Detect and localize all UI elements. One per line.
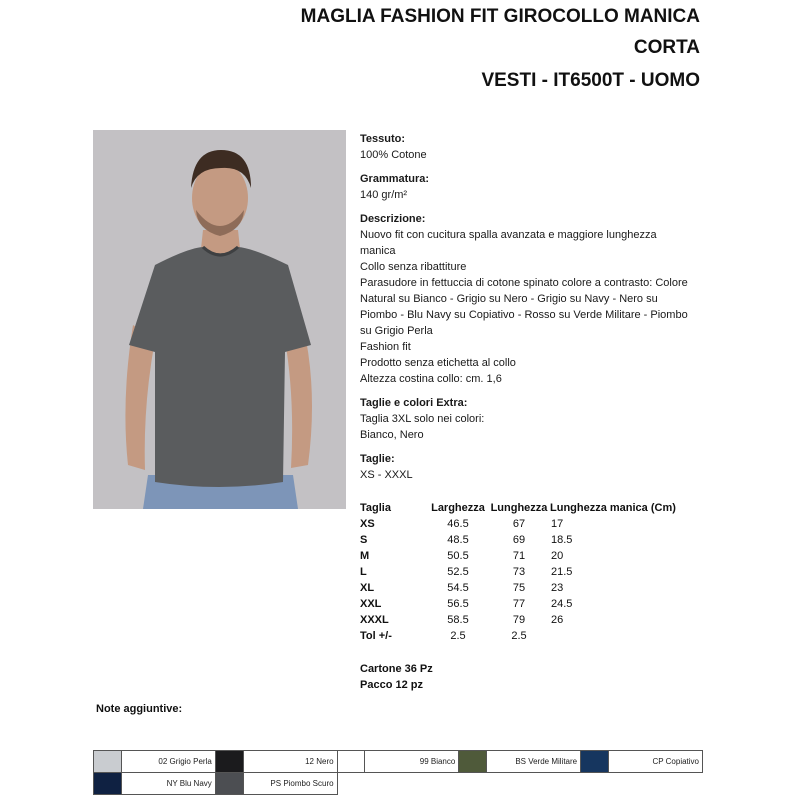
size-table bbox=[360, 500, 676, 644]
notes-label: Note aggiuntive: bbox=[96, 703, 183, 715]
model-tshirt-illustration bbox=[93, 130, 346, 509]
size-table-header bbox=[360, 500, 676, 516]
length-cell: 69 bbox=[512, 534, 526, 546]
description-line: Nuovo fit con cucitura spalla avanzata e maggiore lunghezza manica bbox=[360, 229, 657, 257]
color-swatch bbox=[94, 773, 122, 795]
width-cell: 56.5 bbox=[447, 598, 469, 610]
size-cell: XXXL bbox=[360, 614, 389, 626]
size-row bbox=[360, 532, 676, 548]
sleeve-cell: 23 bbox=[551, 582, 564, 594]
color-label: NY Blu Navy bbox=[121, 773, 215, 795]
spec-taglie-extra bbox=[360, 395, 690, 443]
size-cell: S bbox=[360, 534, 368, 546]
specifications bbox=[360, 131, 690, 491]
header-taglia: Taglia bbox=[360, 502, 391, 514]
color-label: BS Verde Militare bbox=[487, 751, 581, 773]
size-row bbox=[360, 516, 676, 532]
color-label: 99 Bianco bbox=[365, 751, 459, 773]
spec-grammatura-label: Grammatura: bbox=[360, 173, 430, 185]
pack-quantity: Pacco 12 pz bbox=[360, 679, 423, 691]
color-label: 02 Grigio Perla bbox=[121, 751, 215, 773]
size-cell: Tol +/- bbox=[360, 630, 392, 642]
width-cell: 54.5 bbox=[447, 582, 469, 594]
spec-tessuto-value: 100% Cotone bbox=[360, 149, 427, 161]
description-line: Fashion fit bbox=[360, 341, 411, 353]
length-cell: 77 bbox=[512, 598, 526, 610]
width-cell: 46.5 bbox=[447, 518, 469, 530]
taglie-extra-line: Taglia 3XL solo nei colori: bbox=[360, 413, 485, 425]
size-row bbox=[360, 612, 676, 628]
size-cell: XXL bbox=[360, 598, 382, 610]
spec-grammatura bbox=[360, 171, 690, 203]
product-title-line-2: CORTA bbox=[633, 37, 700, 58]
sleeve-cell bbox=[550, 628, 676, 644]
size-row bbox=[360, 564, 676, 580]
spec-descrizione-label: Descrizione: bbox=[360, 213, 426, 225]
spec-tessuto-label: Tessuto: bbox=[360, 133, 406, 145]
color-label: PS Piombo Scuro bbox=[243, 773, 337, 795]
length-cell: 73 bbox=[512, 566, 526, 578]
length-cell: 75 bbox=[512, 582, 526, 594]
length-cell: 79 bbox=[512, 614, 526, 626]
width-cell: 48.5 bbox=[447, 534, 469, 546]
sleeve-cell: 24.5 bbox=[551, 598, 573, 610]
header-larghezza: Larghezza bbox=[431, 502, 485, 514]
sleeve-cell: 18.5 bbox=[551, 534, 573, 546]
product-photo bbox=[93, 130, 346, 509]
size-cell: XS bbox=[360, 518, 375, 530]
color-swatch bbox=[215, 773, 243, 795]
color-label: CP Copiativo bbox=[608, 751, 702, 773]
spec-grammatura-value: 140 gr/m² bbox=[360, 189, 408, 201]
color-swatch bbox=[94, 751, 122, 773]
spec-taglie bbox=[360, 451, 690, 483]
spec-taglie-value: XS - XXXL bbox=[360, 469, 413, 481]
taglie-extra-line: Bianco, Nero bbox=[360, 429, 424, 441]
size-row bbox=[360, 596, 676, 612]
width-cell: 2.5 bbox=[450, 630, 466, 642]
sleeve-cell: 21.5 bbox=[551, 566, 573, 578]
length-cell: 67 bbox=[512, 518, 526, 530]
color-row bbox=[94, 751, 703, 773]
color-label: 12 Nero bbox=[243, 751, 337, 773]
description-line: Prodotto senza etichetta al collo bbox=[360, 357, 516, 369]
description-line: Collo senza ribattiture bbox=[360, 261, 467, 273]
description-line: Altezza costina collo: cm. 1,6 bbox=[360, 373, 502, 385]
length-cell: 71 bbox=[512, 550, 526, 562]
carton-quantity: Cartone 36 Pz bbox=[360, 663, 433, 675]
size-cell: XL bbox=[360, 582, 375, 594]
header-lunghezza-manica: Lunghezza manica (Cm) bbox=[550, 502, 676, 514]
width-cell: 58.5 bbox=[447, 614, 469, 626]
size-row bbox=[360, 548, 676, 564]
spec-tessuto bbox=[360, 131, 690, 163]
width-cell: 50.5 bbox=[447, 550, 469, 562]
size-cell: M bbox=[360, 550, 370, 562]
sleeve-cell: 26 bbox=[551, 614, 564, 626]
description-line: Parasudore in fettuccia di cotone spinato colore a contrasto: Colore Natural su Bianco - Grigio su Nero - Grigio su Navy - Nero su Piombo - Blu Navy su Copiativo - Rosso su Verde Militare - Piombo su Grigio Perla bbox=[360, 277, 688, 337]
packing-info bbox=[360, 661, 433, 693]
size-cell: L bbox=[360, 566, 367, 578]
sleeve-cell: 17 bbox=[551, 518, 564, 530]
size-row bbox=[360, 580, 676, 596]
spec-taglie-label: Taglie: bbox=[360, 453, 395, 465]
length-cell: 2.5 bbox=[511, 630, 527, 642]
color-swatch-table bbox=[93, 750, 703, 795]
size-row bbox=[360, 628, 676, 644]
color-swatch bbox=[581, 751, 609, 773]
sleeve-cell: 20 bbox=[551, 550, 564, 562]
spec-descrizione bbox=[360, 211, 690, 387]
header-lunghezza: Lunghezza bbox=[490, 502, 548, 514]
color-swatch bbox=[337, 751, 365, 773]
product-subtitle: VESTI - IT6500T - UOMO bbox=[481, 70, 700, 91]
width-cell: 52.5 bbox=[447, 566, 469, 578]
color-swatch bbox=[459, 751, 487, 773]
product-title-line-1: MAGLIA FASHION FIT GIROCOLLO MANICA bbox=[300, 6, 700, 27]
spec-taglie-extra-label: Taglie e colori Extra: bbox=[360, 397, 468, 409]
color-swatch bbox=[215, 751, 243, 773]
color-row bbox=[94, 773, 703, 795]
